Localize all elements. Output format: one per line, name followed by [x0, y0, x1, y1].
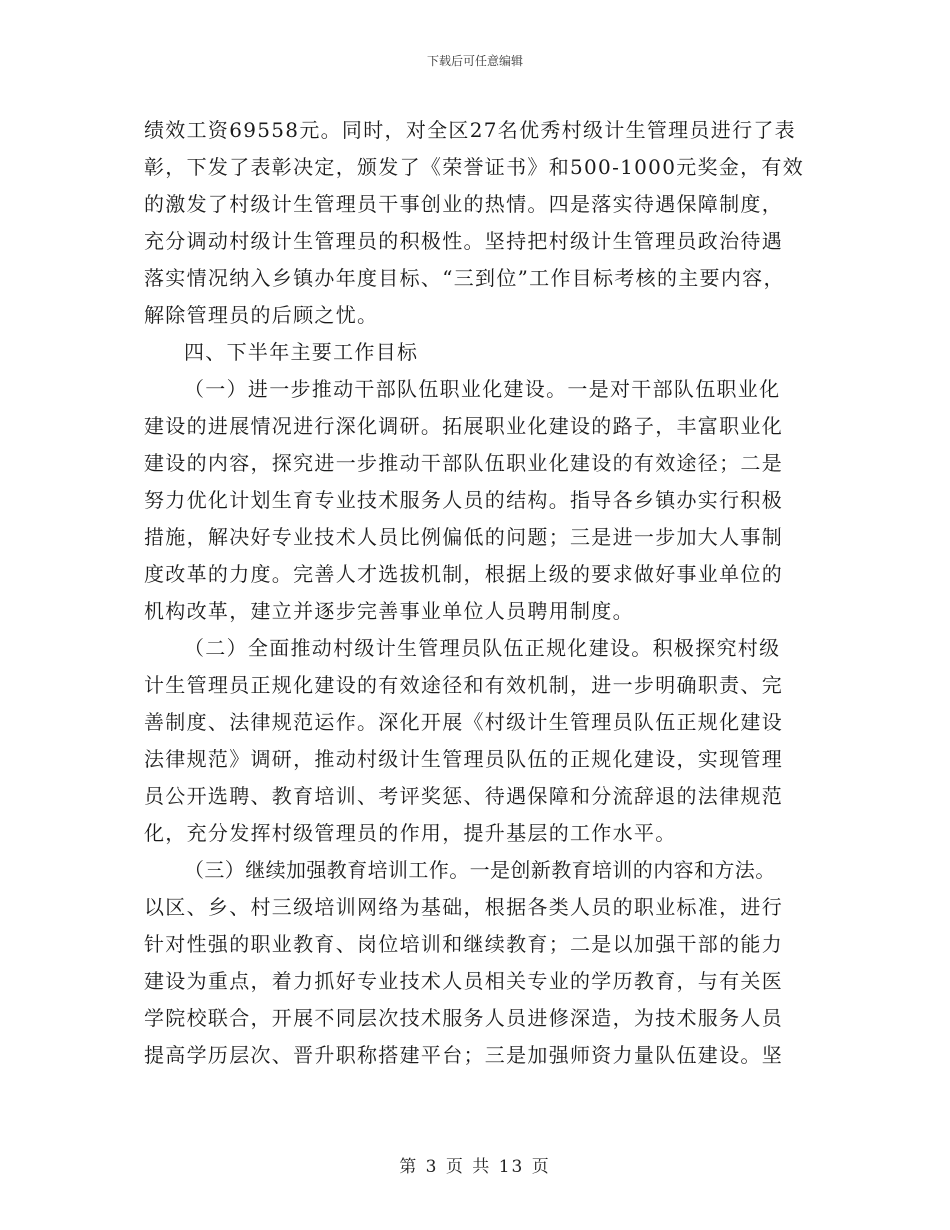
- body-line: 度改革的力度。完善人才选拔机制，根据上级的要求做好事业单位的: [144, 562, 783, 586]
- body-line: 落实情况纳入乡镇办年度目标、“三到位”工作目标考核的主要内容，: [144, 266, 785, 290]
- body-line: 员公开选聘、教育培训、考评奖惩、待遇保障和分流辞退的法律规范: [144, 784, 783, 808]
- body-line: 的激发了村级计生管理员干事创业的热情。四是落实待遇保障制度，: [144, 192, 783, 216]
- body-line: 法律规范》调研，推动村级计生管理员队伍的正规化建设，实现管理: [144, 747, 783, 771]
- body-line: （二）全面推动村级计生管理员队伍正规化建设。积极探究村级: [184, 636, 781, 660]
- body-line: 学院校联合，开展不同层次技术服务人员进修深造，为技术服务人员: [144, 1006, 783, 1030]
- body-line: 以区、乡、村三级培训网络为基础，根据各类人员的职业标准，进行: [144, 895, 783, 919]
- document-body: [144, 112, 824, 1074]
- body-line: 建设为重点，着力抓好专业技术人员相关专业的学历教育，与有关医: [144, 969, 783, 993]
- body-line: 机构改革，建立并逐步完善事业单位人员聘用制度。: [144, 599, 634, 623]
- body-line: 针对性强的职业教育、岗位培训和继续教育；二是以加强干部的能力: [144, 932, 783, 956]
- body-line: 充分调动村级计生管理员的积极性。坚持把村级计生管理员政治待遇: [144, 229, 783, 253]
- page-number-footer: 第 3 页 共 13 页: [399, 1157, 551, 1177]
- body-line: 建设的进展情况进行深化调研。拓展职业化建设的路子，丰富职业化: [144, 414, 783, 438]
- body-line: 努力优化计划生育专业技术服务人员的结构。指导各乡镇办实行积极: [144, 488, 783, 512]
- body-line: 绩效工资69558元。同时，对全区27名优秀村级计生管理员进行了表: [144, 118, 796, 142]
- section-heading: 四、下半年主要工作目标: [184, 340, 419, 364]
- body-line: 化，充分发挥村级管理员的作用，提升基层的工作水平。: [144, 821, 677, 845]
- body-line: 提高学历层次、晋升职称搭建平台；三是加强师资力量队伍建设。坚: [144, 1043, 783, 1067]
- body-line: 解除管理员的后顾之忧。: [144, 303, 379, 327]
- body-line: 善制度、法律规范运作。深化开展《村级计生管理员队伍正规化建设: [144, 710, 783, 734]
- body-line: 计生管理员正规化建设的有效途径和有效机制，进一步明确职责、完: [144, 673, 783, 697]
- body-line: 彰，下发了表彰决定，颁发了《荣誉证书》和500-1000元奖金，有效: [144, 155, 805, 179]
- body-line: 措施，解决好专业技术人员比例偏低的问题；三是进一步加大人事制: [144, 525, 783, 549]
- page-header-note: 下载后可任意编辑: [426, 54, 523, 68]
- body-line: 建设的内容，探究进一步推动干部队伍职业化建设的有效途径；二是: [144, 451, 783, 475]
- body-line: （三）继续加强教育培训工作。一是创新教育培训的内容和方法。: [184, 858, 776, 882]
- body-line: （一）进一步推动干部队伍职业化建设。一是对干部队伍职业化: [184, 377, 781, 401]
